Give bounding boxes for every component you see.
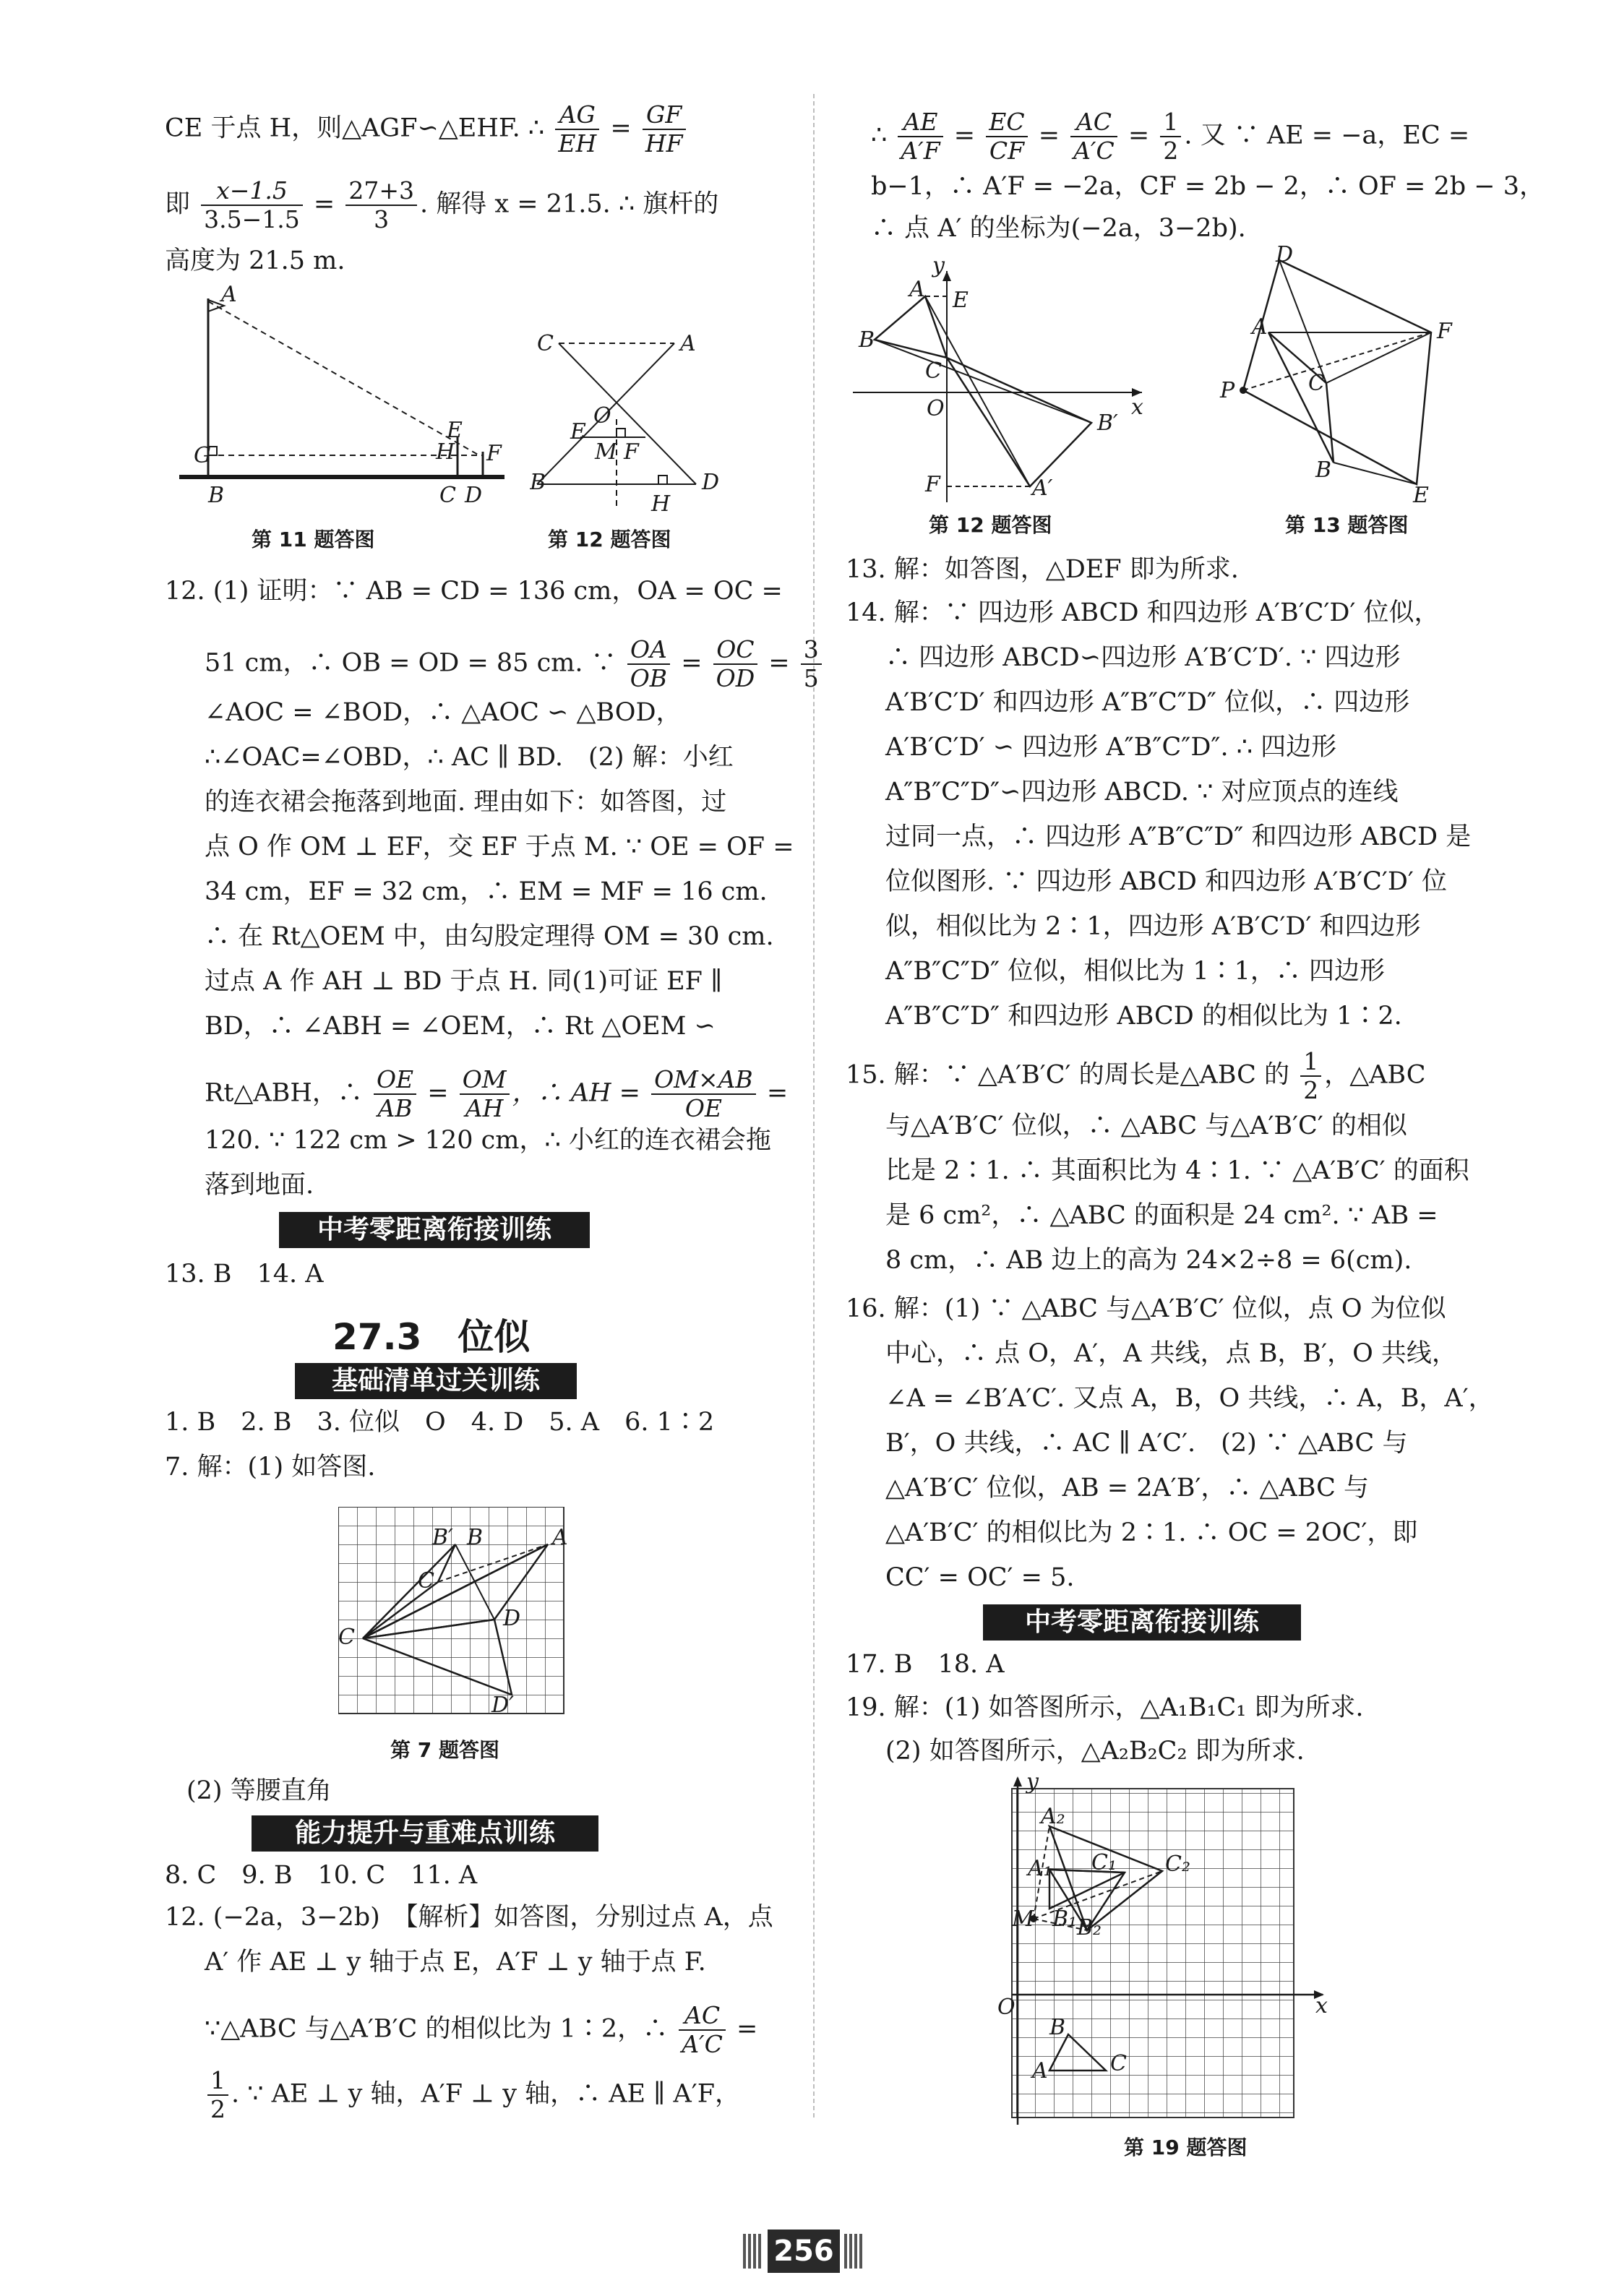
- section-banner: 中考零距离衔接训练: [279, 1212, 590, 1248]
- text-line: A′ 作 AE ⊥ y 轴于点 E，A′F ⊥ y 轴于点 F.: [205, 1948, 706, 1977]
- text-line: 19. 解：(1) 如答图所示，△A₁B₁C₁ 即为所求.: [846, 1693, 1364, 1722]
- svg-text:A: A: [552, 1525, 568, 1550]
- svg-text:G: G: [194, 443, 211, 468]
- text-line: ∴ $\frac{AE}{A'F}$ = $\frac{EC}{CF}$ = $\frac{AC}{A'C}$ = $\frac{1}{2}$ . 又 ∵ AE = −a，EC =: [871, 108, 1470, 165]
- text-line: 过同一点，∴ 四边形 A″B″C″D″ 和四边形 ABCD 是: [885, 822, 1472, 851]
- text-line: 过点 A 作 AH ⊥ BD 于点 H. 同(1)可证 EF ∥: [205, 967, 723, 996]
- text-line: CC′ = OC′ = 5.: [885, 1563, 1075, 1592]
- fraction: $\frac{OE}{AB}$: [374, 1066, 416, 1122]
- svg-text:D: D: [1276, 246, 1294, 267]
- text-line: A″B″C″D″ 位似，相似比为 1∶1，∴ 四边形: [885, 957, 1386, 986]
- fraction: $\frac{AG}{EH}$: [555, 101, 599, 158]
- page-number: [743, 2230, 866, 2273]
- text-line: 120. ∵ 122 cm > 120 cm，∴ 小红的连衣裙会拖: [205, 1126, 771, 1155]
- fraction: $\frac{AC}{A'C}$: [1070, 108, 1117, 165]
- svg-text:A′: A′: [1032, 476, 1053, 501]
- svg-text:O: O: [997, 1995, 1015, 2020]
- svg-text:O: O: [593, 403, 611, 429]
- fraction: $\frac{1}{2}$: [1300, 1048, 1321, 1104]
- figure-caption: 第 11 题答图: [252, 528, 375, 551]
- svg-text:B: B: [208, 483, 225, 508]
- svg-text:B₂: B₂: [1077, 1915, 1102, 1940]
- text-line: 12. (1) 证明：∵ AB = CD = 136 cm，OA = OC =: [165, 577, 783, 606]
- fraction: $\frac{OM\times AB}{OE}$: [651, 1066, 756, 1122]
- svg-text:B: B: [530, 470, 546, 495]
- svg-text:C: C: [925, 358, 942, 384]
- text-line: 15. 解：∵ △A′B′C′ 的周长是△ABC 的 $\frac{1}{2}$ ，△ABC: [846, 1047, 1426, 1104]
- section-banner: 能力提升与重难点训练: [252, 1815, 598, 1852]
- svg-text:B: B: [859, 327, 875, 353]
- fraction: $\frac{AC}{A'C}$: [679, 2002, 726, 2058]
- text-line: 的连衣裙会拖落到地面. 理由如下：如答图，过: [205, 788, 727, 817]
- fraction: $\frac{1}{2}$: [1160, 108, 1181, 165]
- svg-text:x: x: [1131, 395, 1143, 420]
- text-line: ∴ 点 A′ 的坐标为(−2a，3−2b).: [871, 214, 1246, 243]
- text-line: 点 O 作 OM ⊥ EF，交 EF 于点 M. ∵ OE = OF =: [205, 833, 794, 861]
- text-line: 中心，∴ 点 O，A′，A 共线，点 B，B′，O 共线，: [885, 1339, 1457, 1368]
- svg-text:E: E: [953, 288, 969, 313]
- svg-text:A: A: [1252, 314, 1268, 340]
- svg-text:A: A: [221, 285, 237, 307]
- svg-text:B: B: [1049, 2015, 1066, 2040]
- text-line: $\frac{1}{2}$ . ∵ AE ⊥ y 轴，A′F ⊥ y 轴，∴ AE ∥ A′F，: [205, 2067, 740, 2123]
- svg-text:A: A: [680, 331, 696, 356]
- text-line: ∴ 四边形 ABCD∽四边形 A′B′C′D′. ∵ 四边形: [885, 643, 1401, 672]
- figure-12-coordinates: [846, 257, 1149, 506]
- svg-text:B₁: B₁: [1052, 1906, 1078, 1932]
- svg-text:D: D: [702, 470, 720, 495]
- text-line: ∵△ABC 与△A′B′C 的相似比为 1∶2，∴ $\frac{AC}{A'C}$ =: [205, 2001, 758, 2058]
- column-divider: [813, 94, 815, 2117]
- text-line: 落到地面.: [205, 1171, 314, 1200]
- fraction: $\frac{3}{5}$: [801, 636, 822, 692]
- svg-text:D: D: [503, 1606, 521, 1631]
- text-line: A″B″C″D″ 和四边形 ABCD 的相似比为 1∶2.: [885, 1002, 1402, 1031]
- svg-text:F: F: [1437, 319, 1452, 344]
- figure-caption: 第 13 题答图: [1285, 513, 1409, 537]
- svg-text:B′: B′: [432, 1525, 453, 1550]
- text-line: 与△A′B′C′ 位似，∴ △ABC 与△A′B′C′ 的相似: [885, 1112, 1407, 1140]
- figure-7-grid: [338, 1507, 571, 1727]
- figure-11-flagpole: [179, 285, 512, 524]
- svg-text:D: D: [465, 483, 483, 508]
- svg-text:x: x: [1315, 1993, 1328, 2018]
- text-line: 高度为 21.5 m.: [165, 246, 345, 275]
- text-line: 即 $\frac{x-1.5}{3.5-1.5}$ = $\frac{27+3}{3}$ . 解得 x = 21.5. ∴ 旗杆的: [165, 176, 719, 233]
- text-line: 34 cm，EF = 32 cm，∴ EM = MF = 16 cm.: [205, 877, 768, 906]
- text-line: 7. 解：(1) 如答图.: [165, 1453, 376, 1482]
- svg-text:H: H: [651, 491, 671, 517]
- page-number-decoration: [743, 2234, 762, 2269]
- svg-text:O: O: [927, 396, 945, 421]
- svg-text:A: A: [909, 277, 925, 302]
- text-line: (2) 如答图所示，△A₂B₂C₂ 即为所求.: [885, 1737, 1305, 1766]
- svg-text:D′: D′: [491, 1693, 514, 1718]
- text-line: ∴∠OAC=∠OBD，∴ AC ∥ BD. (2) 解：小红: [205, 743, 734, 772]
- fraction: $\frac{GF}{HF}$: [643, 101, 686, 158]
- text-line: A′B′C′D′ ∽ 四边形 A″B″C″D″. ∴ 四边形: [885, 733, 1337, 762]
- figure-caption: 第 12 题答图: [548, 528, 671, 551]
- svg-text:C₂: C₂: [1165, 1852, 1190, 1877]
- svg-text:y: y: [932, 257, 945, 278]
- figure-caption: 第 12 题答图: [929, 513, 1052, 537]
- text-line: ∴ 在 Rt△OEM 中，由勾股定理得 OM = 30 cm.: [205, 922, 774, 951]
- svg-text:C: C: [418, 1568, 434, 1594]
- text-line: 似，相似比为 2∶1，四边形 A′B′C′D′ 和四边形: [885, 912, 1421, 941]
- text-line: 13. B 14. A: [165, 1260, 324, 1289]
- text-line: A′B′C′D′ 和四边形 A″B″C″D″ 位似，∴ 四边形: [885, 688, 1410, 717]
- fraction: $\frac{1}{2}$: [207, 2067, 228, 2123]
- page-number-decoration: [844, 2234, 863, 2269]
- figure-12-dress: [530, 322, 739, 528]
- text-line: △A′B′C′ 位似，AB = 2A′B′，∴ △ABC 与: [885, 1474, 1369, 1502]
- text-line: 是 6 cm²，∴ △ABC 的面积是 24 cm². ∵ AB =: [885, 1201, 1438, 1230]
- text-line: 17. B 18. A: [846, 1650, 1005, 1679]
- svg-text:M: M: [1012, 1906, 1034, 1932]
- fraction: $\frac{OM}{AH}$: [460, 1066, 510, 1122]
- svg-text:B: B: [467, 1525, 484, 1550]
- text-line: ∠AOC = ∠BOD，∴ △AOC ∽ △BOD，: [205, 698, 682, 727]
- svg-text:A₂: A₂: [1041, 1804, 1065, 1829]
- svg-text:C: C: [1308, 371, 1325, 396]
- svg-text:P: P: [1220, 378, 1235, 403]
- text-line: 8. C 9. B 10. C 11. A: [165, 1861, 478, 1890]
- svg-text:F: F: [486, 441, 502, 466]
- figure-19-grid: [997, 1774, 1330, 2128]
- fraction: $\frac{27+3}{3}$: [345, 177, 417, 233]
- figure-caption: 第 7 题答图: [390, 1738, 499, 1762]
- section-banner: 基础清单过关训练: [295, 1363, 577, 1399]
- svg-text:E: E: [447, 418, 463, 443]
- svg-text:H: H: [436, 439, 455, 465]
- figure-caption: 第 19 题答图: [1124, 2136, 1248, 2159]
- svg-text:B: B: [1315, 457, 1332, 483]
- svg-text:B′: B′: [1097, 410, 1118, 436]
- svg-text:C: C: [1110, 2051, 1127, 2076]
- svg-text:F: F: [624, 439, 639, 465]
- text-line: 比是 2∶1. ∴ 其面积比为 4∶1. ∵ △A′B′C′ 的面积: [885, 1156, 1469, 1185]
- svg-text:A₁: A₁: [1028, 1856, 1052, 1881]
- text-line: 16. 解：(1) ∵ △ABC 与△A′B′C′ 位似，点 O 为位似: [846, 1294, 1446, 1323]
- text-line: △A′B′C′ 的相似比为 2∶1. ∴ OC = 2OC′，即: [885, 1518, 1418, 1547]
- fraction: $\frac{EC}{CF}$: [986, 108, 1027, 165]
- svg-text:E: E: [570, 419, 586, 444]
- text-line: b−1，∴ A′F = −2a，CF = 2b − 2，∴ OF = 2b − 3，: [871, 172, 1545, 201]
- svg-text:C: C: [439, 483, 456, 508]
- text-line: (2) 等腰直角: [186, 1776, 332, 1805]
- svg-text:C₁: C₁: [1091, 1850, 1117, 1875]
- text-line: A″B″C″D″∽四边形 ABCD. ∵ 对应顶点的连线: [885, 778, 1399, 807]
- text-line: BD，∴ ∠ABH = ∠OEM，∴ Rt △OEM ∽: [205, 1012, 716, 1041]
- svg-text:C: C: [537, 331, 554, 356]
- fraction: $\frac{AE}{A'F}$: [898, 108, 942, 165]
- text-line: 位似图形. ∵ 四边形 ABCD 和四边形 A′B′C′D′ 位: [885, 867, 1447, 896]
- text-line: 14. 解：∵ 四边形 ABCD 和四边形 A′B′C′D′ 位似，: [846, 598, 1440, 627]
- svg-text:C: C: [338, 1625, 355, 1650]
- section-banner: 中考零距离衔接训练: [983, 1604, 1301, 1641]
- fraction: $\frac{x-1.5}{3.5-1.5}$: [201, 177, 303, 233]
- section-heading: 27.3 位似: [332, 1316, 531, 1358]
- text-line: 13. 解：如答图，△DEF 即为所求.: [846, 555, 1239, 584]
- text-line: ∠A = ∠B′A′C′. 又点 A，B，O 共线，∴ A，B，A′，: [885, 1384, 1494, 1413]
- text-line: CE 于点 H，则△AGF∽△EHF. ∴ $\frac{AG}{EH}$ = $\frac{GF}{HF}$: [165, 101, 689, 158]
- fraction: $\frac{OC}{OD}$: [713, 636, 758, 692]
- svg-text:F: F: [925, 472, 940, 497]
- text-line: 8 cm，∴ AB 边上的高为 24×2÷8 = 6(cm).: [885, 1246, 1412, 1275]
- text-line: B′，O 共线，∴ AC ∥ A′C′. (2) ∵ △ABC 与: [885, 1429, 1408, 1458]
- text-line: 12. (−2a，3−2b) 【解析】如答图，分别过点 A，点: [165, 1903, 773, 1932]
- page-number-value: 256: [768, 2230, 840, 2273]
- svg-text:y: y: [1026, 1774, 1039, 1794]
- text-line: Rt△ABH，∴ $\frac{OE}{AB}$ = $\frac{OM}{AH}$ ，∴ AH = $\frac{OM\times AB}{OE}$ =: [205, 1065, 789, 1122]
- fraction: $\frac{OA}{OB}$: [627, 636, 670, 692]
- svg-text:A: A: [1032, 2058, 1048, 2084]
- figure-13: [1207, 246, 1489, 506]
- text-line: 51 cm，∴ OB = OD = 85 cm. ∵ $\frac{OA}{OB}$ = $\frac{OC}{OD}$ = $\frac{3}{5}$: [205, 636, 825, 692]
- text-line: 1. B 2. B 3. 位似 O 4. D 5. A 6. 1∶2: [165, 1408, 715, 1437]
- svg-text:M: M: [595, 439, 617, 465]
- svg-text:E: E: [1413, 483, 1429, 506]
